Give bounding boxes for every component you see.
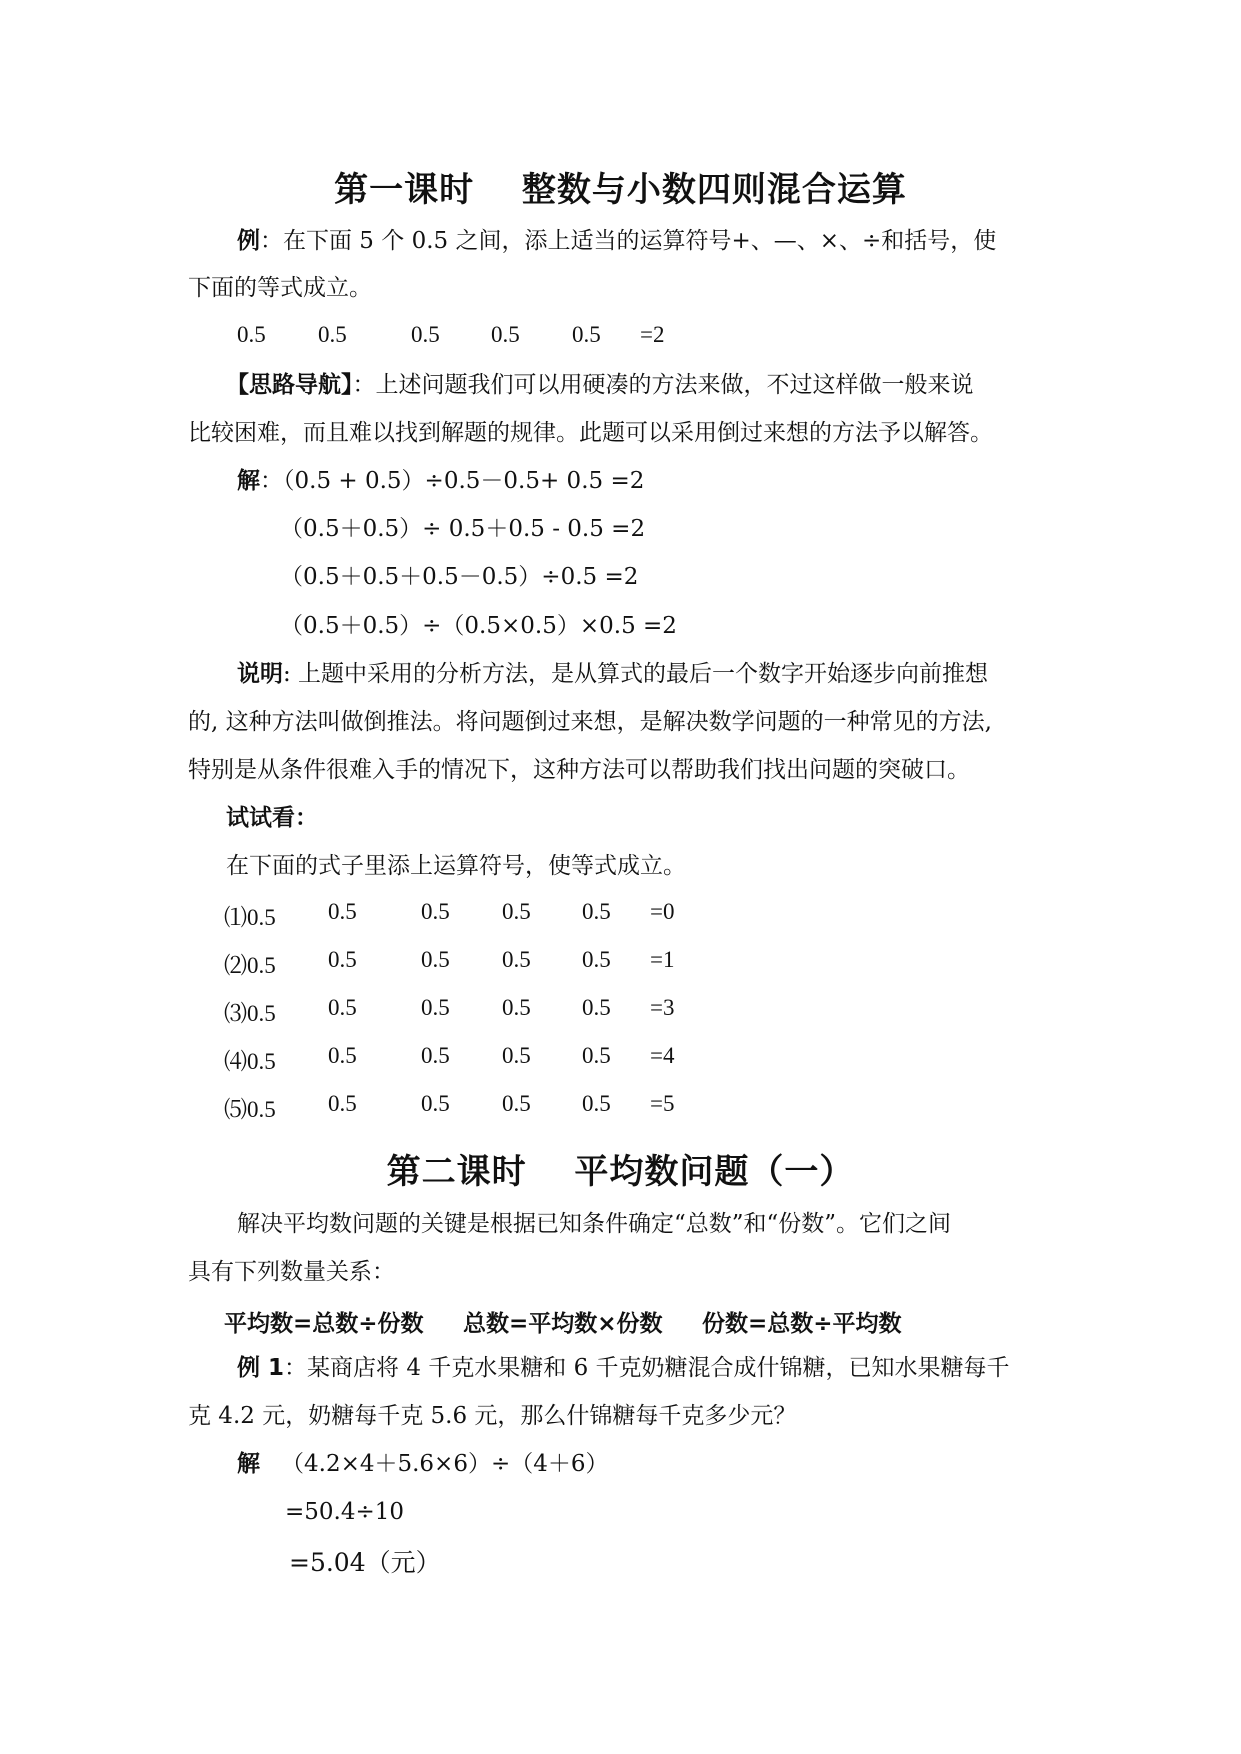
try-label: 试试看： xyxy=(226,805,318,831)
solution-line1 xyxy=(237,466,644,496)
formula-count: 份数=总数÷平均数 xyxy=(702,1311,902,1337)
exercise-result: =1 xyxy=(650,947,675,972)
note-line3: 特别是从条件很难入手的情况下，这种方法可以帮助我们找出问题的突破口。 xyxy=(188,757,970,783)
solution-line4: （0.5＋0.5）÷（0.5×0.5）×0.5 =2 xyxy=(280,613,677,639)
note-text: : 上题中采用的分析方法，是从算式的最后一个数字开始逐步向前推想 xyxy=(283,661,989,687)
lesson2-title: 第二课时 平均数问题（一） xyxy=(386,1152,855,1192)
exercise-cell: 0.5 xyxy=(421,995,450,1020)
exercise-result: =0 xyxy=(650,899,675,924)
note-label: 说明 xyxy=(237,661,283,687)
solution2-label: 解 xyxy=(237,1451,260,1477)
exercise-cell: 0.5 xyxy=(328,1091,357,1116)
solution-label: 解 xyxy=(237,468,260,494)
intro-line2: 具有下列数量关系： xyxy=(188,1259,395,1285)
exercise-index: ⑵0.5 xyxy=(224,953,276,978)
example1-line1 xyxy=(237,1353,1010,1383)
exercise-cell: 0.5 xyxy=(328,1043,357,1068)
exercise-cell: 0.5 xyxy=(328,899,357,924)
exercise-cell: 0.5 xyxy=(582,1091,611,1116)
formula-average: 平均数=总数÷份数 xyxy=(224,1311,424,1337)
exercise-cell: 0.5 xyxy=(502,1043,531,1068)
lesson1-title: 第一课时 整数与小数四则混合运算 xyxy=(334,170,907,210)
example1-label: 例 1 xyxy=(237,1355,285,1381)
number-cell: 0.5 xyxy=(318,322,347,347)
exercise-cell: 0.5 xyxy=(582,899,611,924)
example-line2: 下面的等式成立。 xyxy=(188,275,372,301)
solution2-step2: =50.4÷10 xyxy=(285,1499,405,1525)
number-result: =2 xyxy=(640,322,665,347)
example-label: 例 xyxy=(237,228,260,254)
solution-line2: （0.5＋0.5）÷ 0.5＋0.5 - 0.5 =2 xyxy=(280,516,646,542)
exercise-cell: 0.5 xyxy=(502,947,531,972)
exercise-result: =5 xyxy=(650,1091,675,1116)
note-line1 xyxy=(237,659,988,689)
exercise-cell: 0.5 xyxy=(502,899,531,924)
exercise-cell: 0.5 xyxy=(421,899,450,924)
hint-line2: 比较困难，而且难以找到解题的规律。此题可以采用倒过来想的方法予以解答。 xyxy=(188,420,993,446)
exercise-index: ⑶0.5 xyxy=(224,1001,276,1026)
exercise-cell: 0.5 xyxy=(328,947,357,972)
exercise-index: ⑸0.5 xyxy=(224,1097,276,1122)
exercise-cell: 0.5 xyxy=(421,1043,450,1068)
formula-total: 总数=平均数×份数 xyxy=(463,1311,663,1337)
example1-line2: 克 4.2 元，奶糖每千克 5.6 元，那么什锦糖每千克多少元？ xyxy=(188,1403,797,1429)
hint-line1 xyxy=(226,370,974,400)
exercise-cell: 0.5 xyxy=(421,947,450,972)
hint-label: 【思路导航】 xyxy=(226,372,353,398)
exercise-cell: 0.5 xyxy=(582,995,611,1020)
intro-line1: 解决平均数问题的关键是根据已知条件确定“总数”和“份数”。它们之间 xyxy=(237,1211,952,1237)
exercise-cell: 0.5 xyxy=(582,947,611,972)
number-cell: 0.5 xyxy=(491,322,520,347)
solution2-step3: =5.04（元） xyxy=(289,1548,441,1577)
number-cell: 0.5 xyxy=(237,322,266,347)
exercise-cell: 0.5 xyxy=(328,995,357,1020)
example1-text: ：某商店将 4 千克水果糖和 6 千克奶糖混合成什锦糖，已知水果糖每千 xyxy=(284,1355,1010,1381)
exercise-index: ⑴0.5 xyxy=(224,905,276,930)
number-cell: 0.5 xyxy=(411,322,440,347)
exercise-result: =4 xyxy=(650,1043,675,1068)
note-line2: 的, 这种方法叫做倒推法。将问题倒过来想，是解决数学问题的一种常见的方法, xyxy=(188,709,992,735)
hint-text: ：上述问题我们可以用硬凑的方法来做，不过这样做一般来说 xyxy=(352,372,974,398)
exercise-result: =3 xyxy=(650,995,675,1020)
exercise-cell: 0.5 xyxy=(502,1091,531,1116)
example-text: ：在下面 5 个 0.5 之间，添上适当的运算符号+、—、×、÷和括号，使 xyxy=(260,228,997,254)
try-instruction: 在下面的式子里添上运算符号，使等式成立。 xyxy=(226,853,686,879)
solution2-step1: （4.2×4＋5.6×6）÷（4＋6） xyxy=(281,1451,609,1477)
exercise-index: ⑷0.5 xyxy=(224,1049,276,1074)
solution-line3: （0.5＋0.5＋0.5－0.5）÷0.5 =2 xyxy=(280,564,639,590)
solution-text: ：（0.5 + 0.5）÷0.5－0.5+ 0.5 =2 xyxy=(260,468,645,494)
exercise-cell: 0.5 xyxy=(502,995,531,1020)
example-line1 xyxy=(237,226,996,256)
exercise-cell: 0.5 xyxy=(421,1091,450,1116)
exercise-cell: 0.5 xyxy=(582,1043,611,1068)
number-cell: 0.5 xyxy=(572,322,601,347)
